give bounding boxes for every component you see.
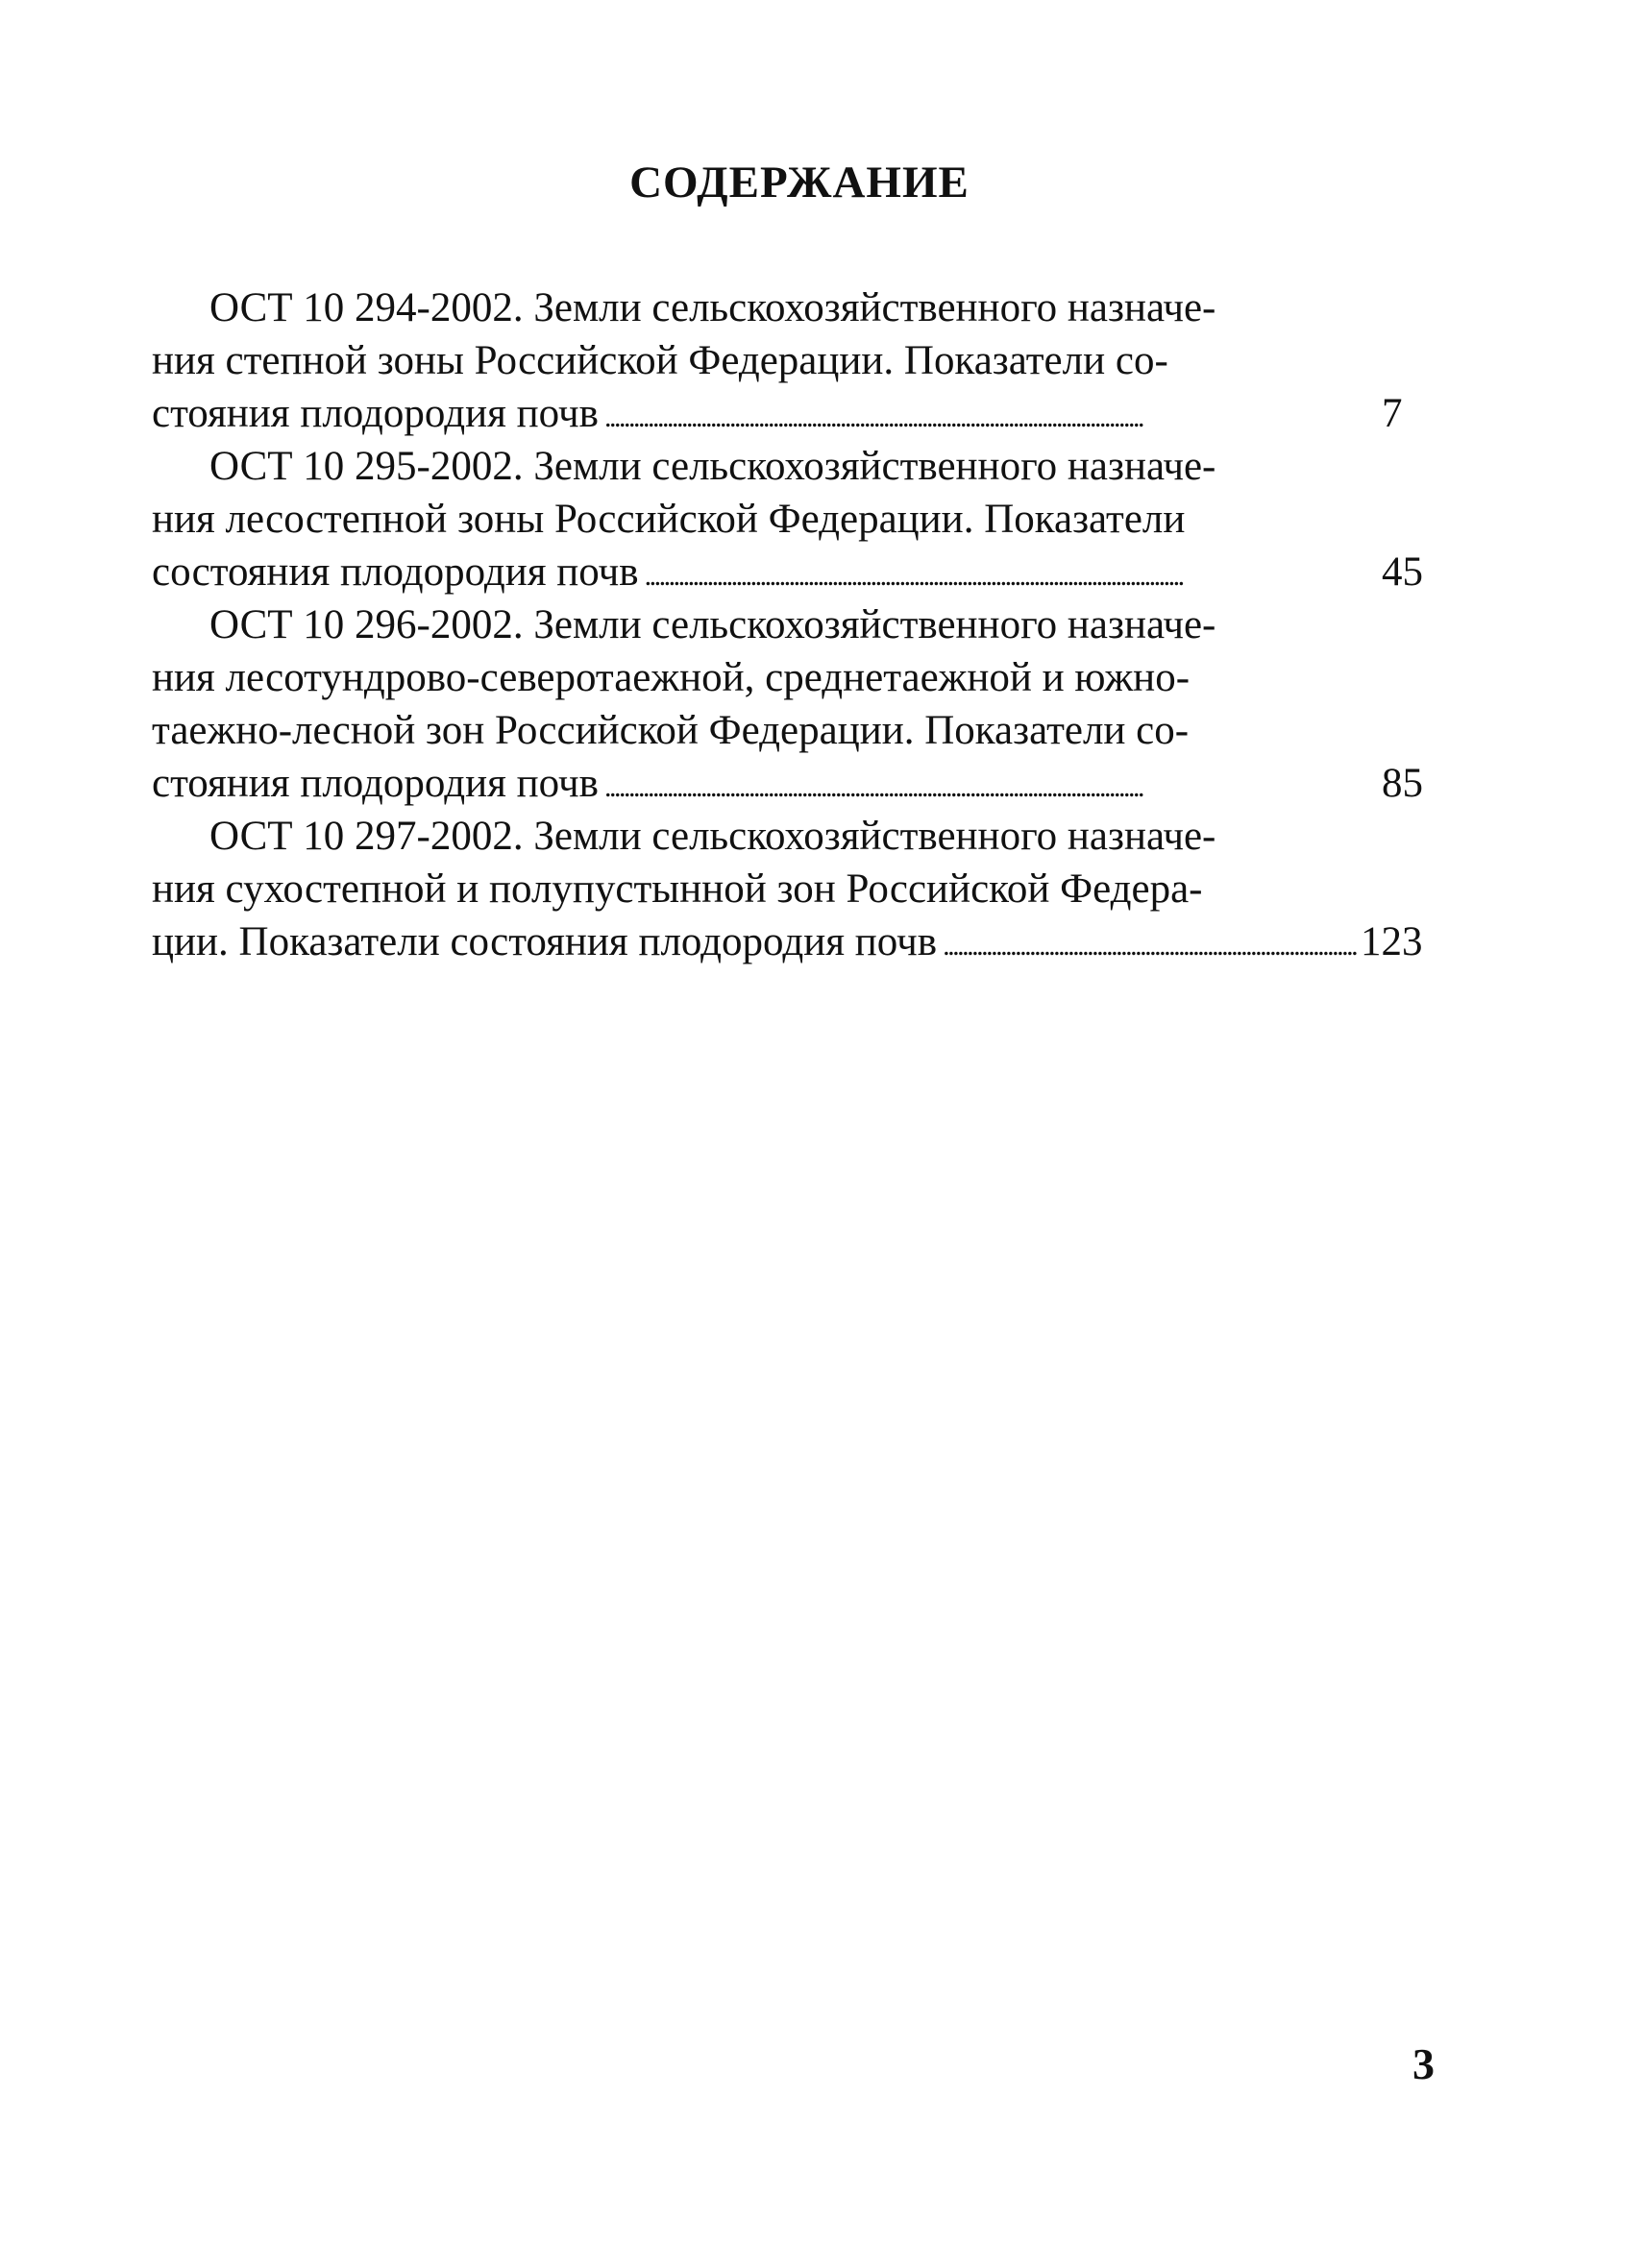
toc-entry <box>152 440 1426 598</box>
toc-entry-line: ОСТ 10 295-2002. Земли сельскохозяйственного назначе- <box>209 444 1216 489</box>
toc-entry <box>152 281 1426 440</box>
toc-entry-line: таежно-лесной зон Российской Федерации. Показатели со- <box>152 708 1190 753</box>
toc-entry-line: ции. Показатели состояния плодородия почв <box>152 919 938 964</box>
dot-leader <box>943 919 1357 972</box>
dot-leader <box>604 761 1378 814</box>
dot-leader <box>645 549 1378 602</box>
toc-page-ref: 123 <box>1361 919 1423 964</box>
toc-entry-line: ОСТ 10 294-2002. Земли сельскохозяйственного назначе- <box>209 285 1216 330</box>
toc-entry-line: состояния плодородия почв <box>152 549 639 595</box>
table-of-contents <box>152 281 1426 968</box>
toc-entry <box>152 598 1426 810</box>
toc-entry-line: ния сухостепной и полупустынной зон Российской Федера- <box>152 866 1203 912</box>
toc-entry-line: ОСТ 10 296-2002. Земли сельскохозяйственного назначе- <box>209 602 1216 647</box>
dot-leader <box>604 391 1378 444</box>
toc-entry-line: стояния плодородия почв <box>152 391 599 436</box>
toc-entry-last-line <box>152 387 1426 440</box>
toc-entry-line: ния степной зоны Российской Федерации. Показатели со- <box>152 338 1168 383</box>
toc-entry-last-line <box>152 915 1426 968</box>
toc-page-ref: 45 <box>1382 549 1423 595</box>
toc-entry <box>152 810 1426 968</box>
toc-entry-line: ОСТ 10 297-2002. Земли сельскохозяйственного назначе- <box>209 814 1216 859</box>
toc-entry-last-line <box>152 546 1426 598</box>
toc-entry-line: ния лесостепной зоны Российской Федерации. Показатели <box>152 497 1186 542</box>
toc-page-ref: 7 <box>1382 391 1403 436</box>
page-number: 3 <box>1412 2039 1435 2088</box>
toc-entry-last-line <box>152 757 1426 810</box>
toc-entry-line: ния лесотундрово-северотаежной, среднетаежной и южно- <box>152 655 1191 700</box>
toc-entry-line: стояния плодородия почв <box>152 761 599 806</box>
page-title: СОДЕРЖАНИЕ <box>629 158 970 207</box>
toc-page-ref: 85 <box>1382 761 1423 806</box>
